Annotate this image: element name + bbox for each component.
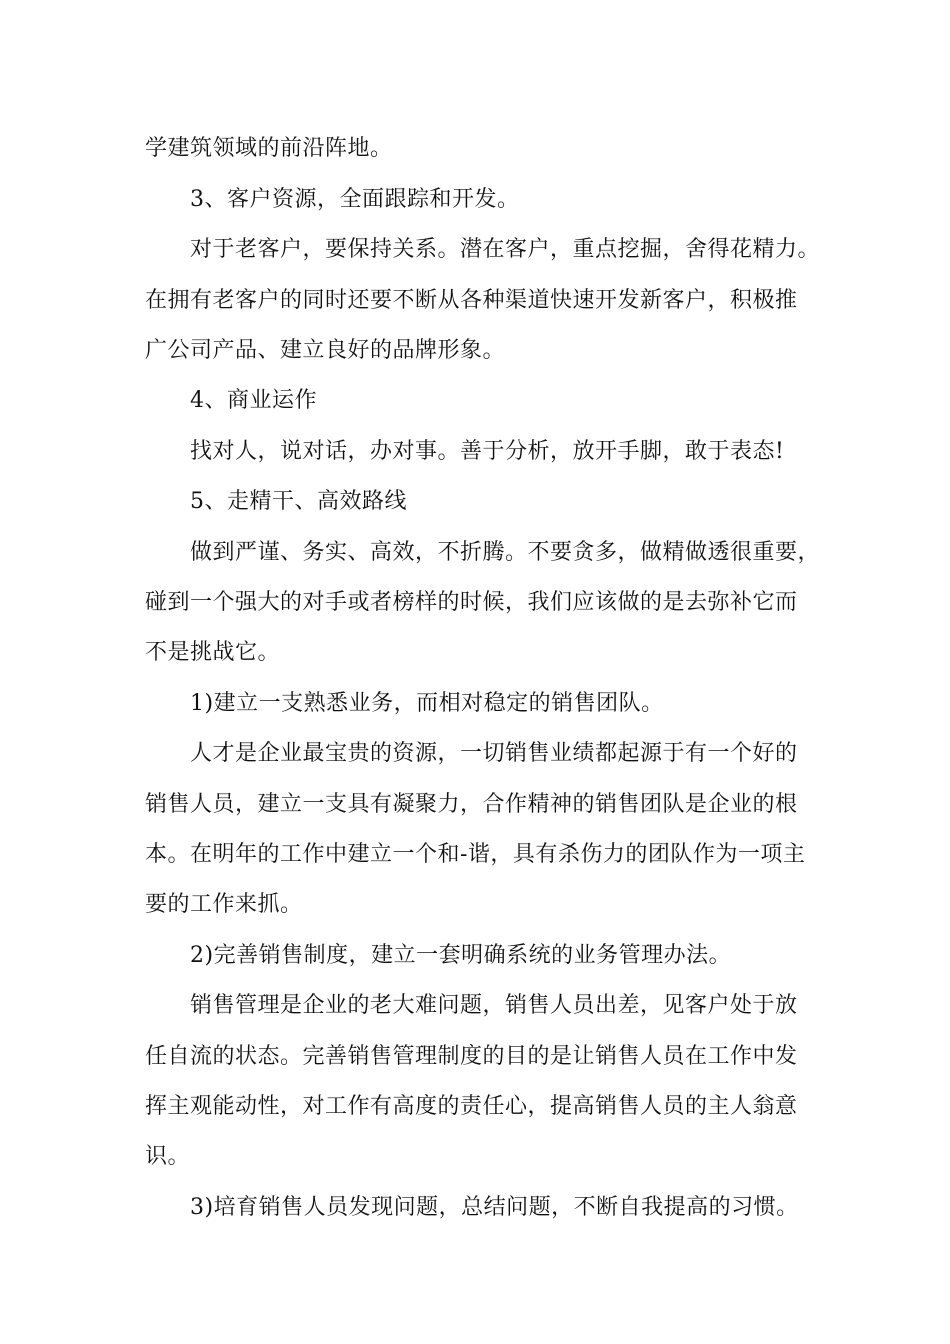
text-line-14: 销售人员，建立一支具有凝聚力，合作精神的销售团队是企业的根 (145, 792, 798, 817)
text-line-16: 要的工作来抓。 (145, 892, 303, 917)
text-line-3: 对于老客户，要保持关系。潜在客户，重点挖掘，舍得花精力。 (190, 237, 821, 262)
section-heading-3: 3、客户资源，全面跟踪和开发。 (190, 187, 520, 212)
section-heading-4: 4、商业运作 (190, 388, 317, 413)
text-line-5: 广公司产品、建立良好的品牌形象。 (145, 338, 506, 363)
text-line-19: 任自流的状态。完善销售管理制度的目的是让销售人员在工作中发 (145, 1044, 798, 1069)
text-line-15: 本。在明年的工作中建立一个和-谐，具有杀伤力的团队作为一项主 (145, 842, 806, 867)
text-line-9: 做到严谨、务实、高效，不折腾。不要贪多，做精做透很重要， (190, 540, 821, 565)
text-line-18: 销售管理是企业的老大难问题，销售人员出差，见客户处于放 (190, 993, 798, 1018)
text-line-4: 在拥有老客户的同时还要不断从各种渠道快速开发新客户，积极推 (145, 288, 798, 313)
subsection-heading-2: 2)完善销售制度，建立一套明确系统的业务管理办法。 (190, 943, 732, 968)
subsection-heading-1: 1)建立一支熟悉业务，而相对稳定的销售团队。 (190, 691, 664, 716)
text-line-11: 不是挑战它。 (145, 640, 281, 665)
text-line-13: 人才是企业最宝贵的资源，一切销售业绩都起源于有一个好的 (190, 741, 798, 766)
subsection-heading-3: 3)培育销售人员发现问题，总结问题，不断自我提高的习惯。 (190, 1195, 799, 1220)
section-heading-5: 5、走精干、高效路线 (190, 489, 407, 514)
text-line-20: 挥主观能动性，对工作有高度的责任心，提高销售人员的主人翁意 (145, 1094, 798, 1119)
text-line-1: 学建筑领域的前沿阵地。 (145, 136, 393, 161)
text-line-7: 找对人，说对话，办对事。善于分析，放开手脚，敢于表态! (190, 439, 785, 464)
text-line-21: 识。 (145, 1144, 191, 1169)
text-line-10: 碰到一个强大的对手或者榜样的时候，我们应该做的是去弥补它而 (145, 590, 798, 615)
